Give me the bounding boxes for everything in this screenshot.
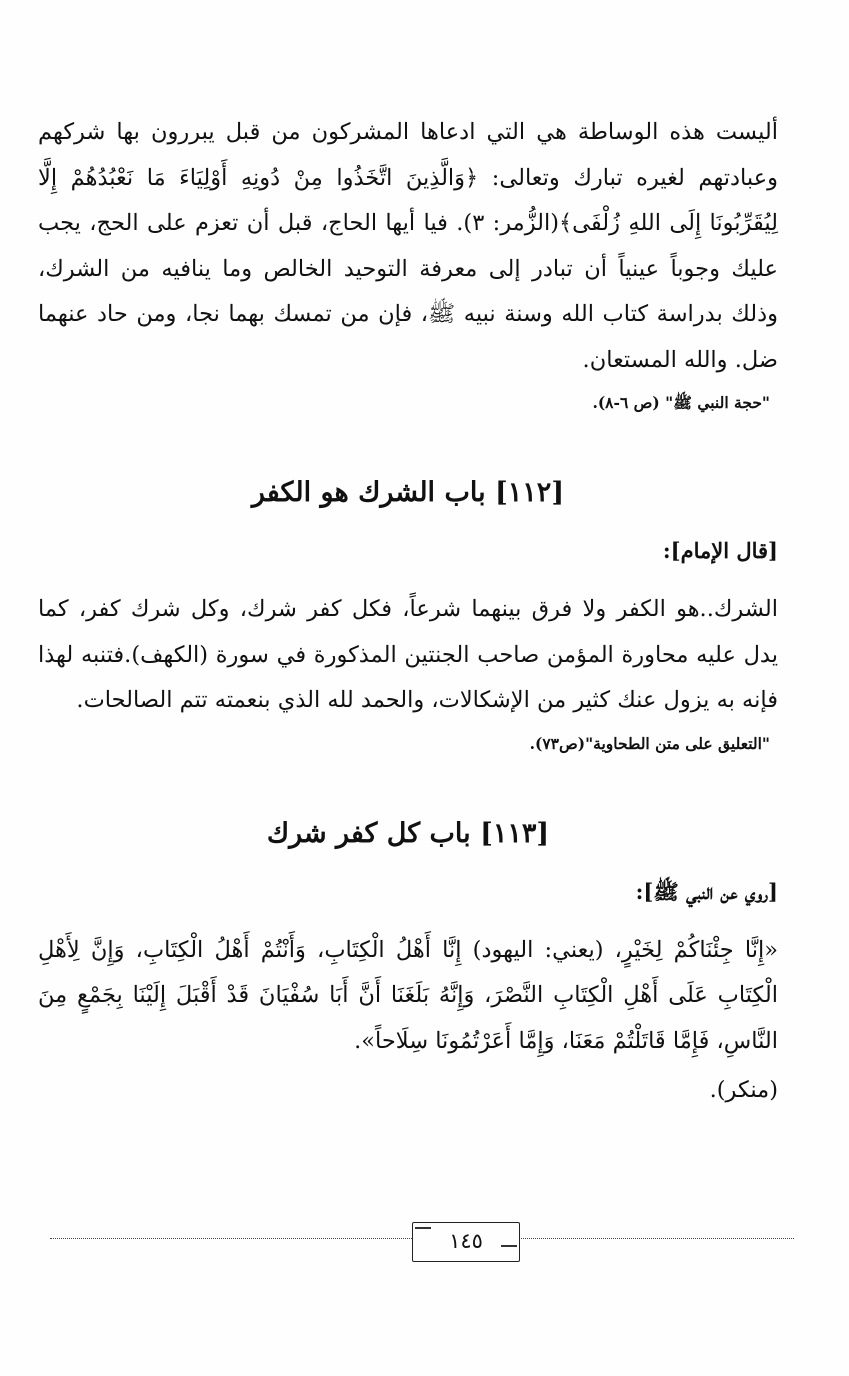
chapter-113-subheading: [روي عن النبي ﷺ]: <box>635 878 778 904</box>
chapter-113-heading: [١١٣] باب كل كفر شرك <box>266 817 550 849</box>
ornament-icon <box>415 1227 431 1239</box>
intro-source-citation: "حجة النبي ﷺ" (ص ٦-٨). <box>592 393 770 412</box>
chapter-112 <box>38 469 778 758</box>
chapter-113-hadith: «إِنَّا جِئْنَاكُمْ لِخَيْرٍ، (يعني: اليهود) إِنَّا أَهْلُ الْكِتَابِ، وَأَنْتُمْ أَهْلُ الْكِتَابِ، وَإِنَّ لِأَهْلِ الْكِتَابِ عَلَى أَهْلِ الْكِتَابِ النَّصْرَ، وَإِنَّهُ بَلَغَنَا أَنَّ أَبَا سُفْيَانَ قَدْ أَقْبَلَ إِلَيْنَا بِجَمْعٍ مِنَ النَّاسِ، فَإِمَّا قَاتَلْتُمْ مَعَنَا، وَإِمَّا أَعَرْتُمُونَا سِلَاحاً». <box>38 936 778 1054</box>
page-number: ١٤٥ <box>449 1229 483 1253</box>
intro-paragraph: أليست هذه الوساطة هي التي ادعاها المشركون من قبل يبررون بها شركهم وعبادتهم لغيره تبارك وتعالى: ﴿وَالَّذِينَ اتَّخَذُوا مِنْ دُونِهِ أَوْلِيَاءَ مَا نَعْبُدُهُمْ إِلَّا لِيُقَرِّبُونَا إِلَى اللهِ زُلْفَى﴾(الزُّمر: ٣). فيا أيها الحاج، قبل أن تعزم على الحج، يجب عليك وجوباً عينياً أن تبادر إلى معرفة التوحيد الخالص وما ينافيه من الشرك، وذلك بدراسة كتاب الله وسنة نبيه ﷺ، فإن من تمسك بهما نجا، ومن حاد عنهما ضل. والله المستعان. <box>38 119 778 373</box>
chapter-112-paragraph: الشرك..هو الكفر ولا فرق بينهما شرعاً، فكل كفر شرك، وكل شرك كفر، كما يدل عليه محاورة المؤمن صاحب الجنتين المذكورة في سورة (الكهف).فتنبه لهذا فإنه به يزول عنك كثير من الإشكالات، والحمد لله الذي بنعمته تتم الصالحات. <box>38 596 778 713</box>
chapter-112-source-citation: "التعليق على متن الطحاوية"(ص٧٣). <box>529 733 770 753</box>
chapter-113 <box>38 810 778 1111</box>
ornament-icon <box>501 1245 517 1257</box>
chapter-112-subheading: [قال الإمام]: <box>662 538 778 563</box>
intro-section <box>38 110 778 417</box>
page-footer <box>50 1222 794 1262</box>
page-body <box>38 110 778 1110</box>
hadith-grading: (منكر). <box>709 1077 778 1103</box>
page-number-box <box>412 1222 520 1262</box>
chapter-112-heading: [١١٢] باب الشرك هو الكفر <box>251 477 565 508</box>
